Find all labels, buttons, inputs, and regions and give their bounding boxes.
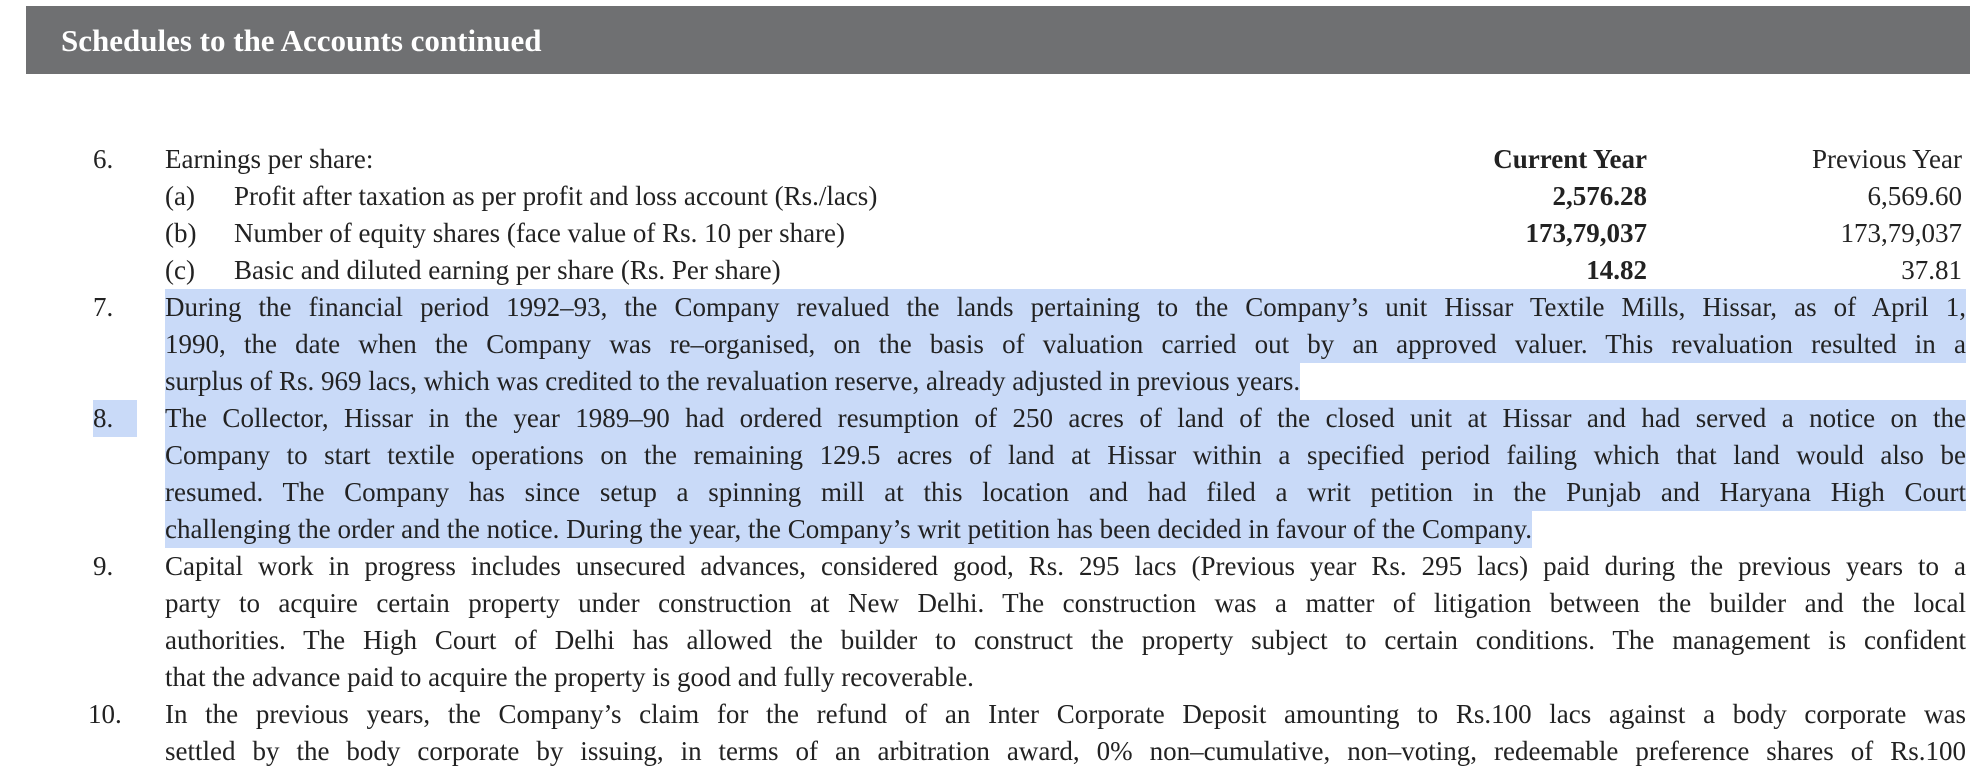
note-number: 9. (93, 551, 114, 581)
previous-year-header: Previous Year (1811, 144, 1962, 174)
note-8-line[interactable]: challenging the order and the notice. During the year, the Company’s writ petition has been decided in favour of the Company. (165, 511, 1532, 548)
eps-row-text: Profit after taxation as per profit and loss account (Rs./lacs) (234, 181, 878, 211)
eps-row (0, 215, 1970, 252)
note-9-line: that the advance paid to acquire the property is good and fully recoverable. (165, 662, 974, 692)
eps-row-text: Number of equity shares (face value of Rs. 10 per share) (234, 218, 846, 248)
note-10-line: In the previous years, the Company’s claim for the refund of an Inter Corporate Deposit amounting to Rs.100 lacs against a body corporate was (165, 699, 1966, 729)
note-8-line[interactable]: Company to start textile operations on the remaining 129.5 acres of land at Hissar within a specified period failing which that land would also be (165, 437, 1966, 474)
eps-title: Earnings per share: (165, 144, 374, 174)
note-8-line[interactable]: resumed. The Company has since setup a spinning mill at this location and had filed a writ petition in the Punjab and Haryana High Court (165, 474, 1966, 511)
note-number: 6. (93, 144, 114, 174)
eps-row-previous-value: 6,569.60 (1867, 181, 1962, 211)
note-9-line: Capital work in progress includes unsecured advances, considered good, Rs. 295 lacs (Previous year Rs. 295 lacs) paid during the previous years to a (165, 551, 1966, 581)
eps-row-previous-value: 37.81 (1901, 255, 1962, 285)
note-7-line[interactable]: 1990, the date when the Company was re–organised, on the basis of valuation carried out by an approved valuer. This revaluation resulted in a (165, 326, 1966, 363)
eps-row-text: Basic and diluted earning per share (Rs. Per share) (234, 255, 781, 285)
eps-row-current-value: 14.82 (1586, 255, 1647, 285)
eps-header-row (0, 141, 1970, 178)
eps-row (0, 178, 1970, 215)
current-year-header: Current Year (1493, 144, 1647, 174)
note-9-line: party to acquire certain property under construction at New Delhi. The construction was a matter of litigation between the builder and the local (165, 588, 1966, 618)
note-7-line[interactable]: During the financial period 1992–93, the Company revalued the lands pertaining to the Company’s unit Hissar Textile Mills, Hissar, as of April 1, (165, 289, 1966, 326)
section-header-bar (26, 6, 1970, 74)
eps-row-previous-value: 173,79,037 (1840, 218, 1962, 248)
eps-row (0, 252, 1970, 289)
eps-row-label: (a) (165, 181, 195, 211)
note-number: 7. (93, 292, 114, 322)
eps-row-label: (c) (165, 255, 195, 285)
section-title: Schedules to the Accounts continued (61, 23, 542, 58)
note-8-line[interactable]: The Collector, Hissar in the year 1989–90 had ordered resumption of 250 acres of land of the closed unit at Hissar and had served a notice on the (165, 400, 1966, 437)
note-9-line: authorities. The High Court of Delhi has allowed the builder to construct the property subject to certain conditions. The management is confident (165, 625, 1966, 655)
note-number: 8. (93, 400, 137, 437)
eps-row-current-value: 2,576.28 (1552, 181, 1647, 211)
note-number: 10. (88, 699, 122, 729)
note-7-line[interactable]: surplus of Rs. 969 lacs, which was credited to the revaluation reserve, already adjusted in previous years. (165, 363, 1300, 400)
eps-row-current-value: 173,79,037 (1525, 218, 1647, 248)
eps-row-label: (b) (165, 218, 197, 248)
note-10-line: settled by the body corporate by issuing, in terms of an arbitration award, 0% non–cumulative, non–voting, redeemable preference shares of Rs.100 (165, 736, 1966, 766)
